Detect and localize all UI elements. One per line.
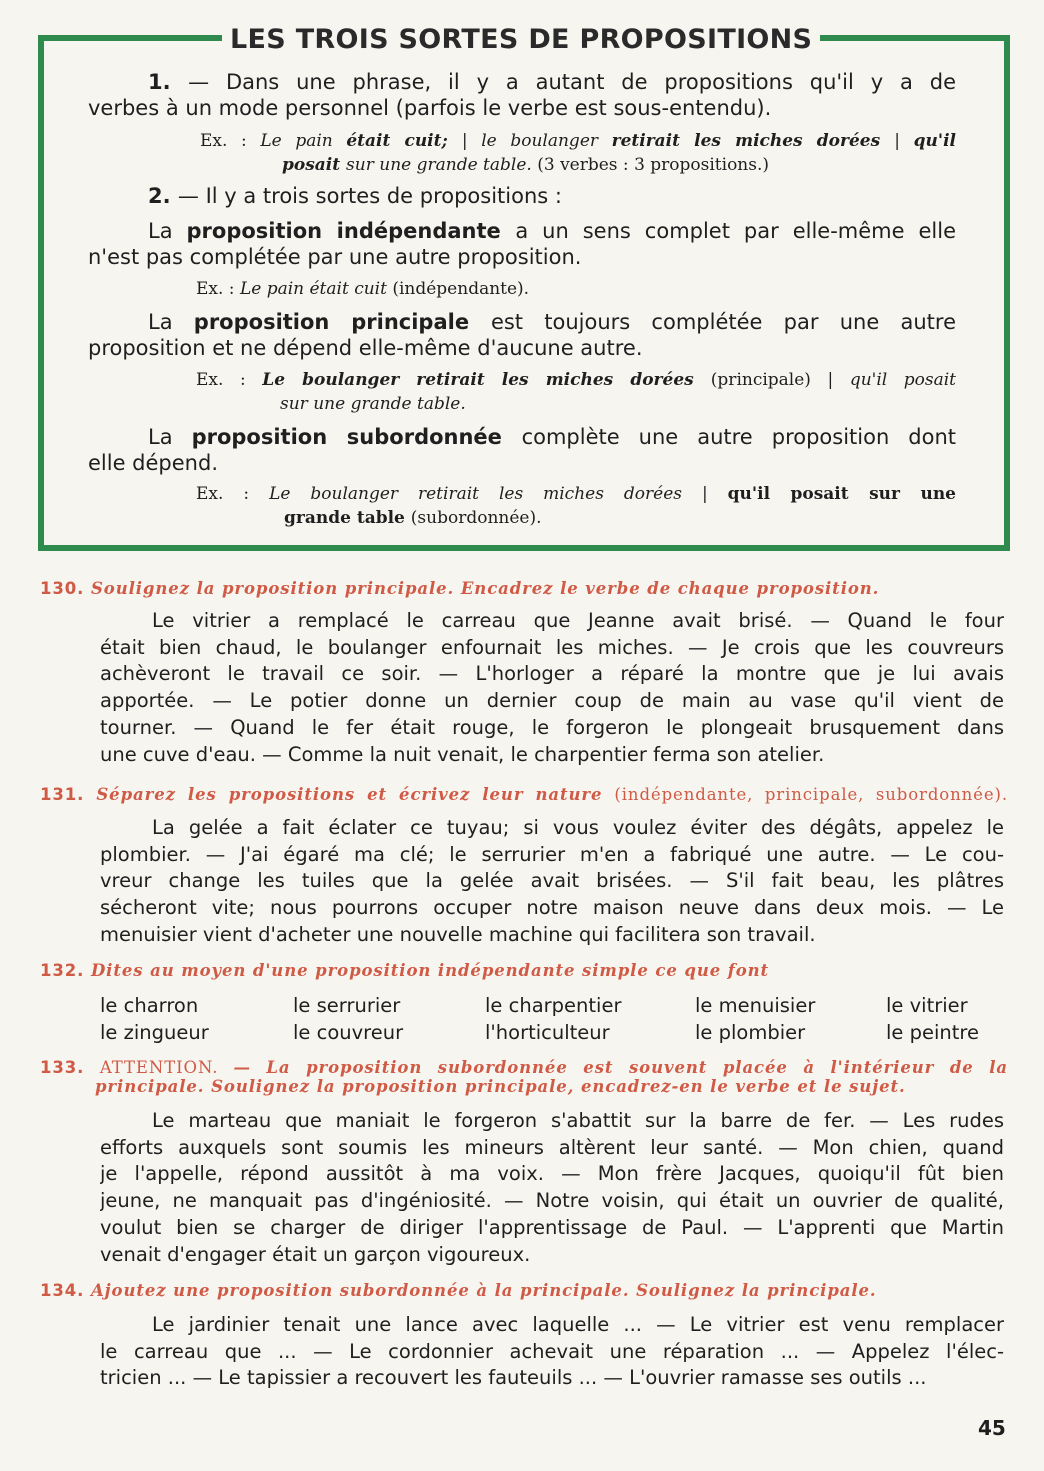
text-run: venait d'engager était un garçon vigoureux. xyxy=(100,1242,531,1266)
text-line xyxy=(196,277,696,301)
text-line xyxy=(40,1281,946,1300)
text-line xyxy=(100,922,1004,949)
text-line xyxy=(100,635,1004,662)
text-run: plombier. — J'ai égaré ma clé; le serrurier m'en a fabriqué une autre. — Le cou- xyxy=(100,842,1004,866)
exercise-133-heading xyxy=(40,1058,1008,1096)
exercise-133-text xyxy=(100,1108,1004,1268)
text-line xyxy=(100,688,1004,715)
text-run: Le vitrier a remplacé le carreau que Jeanne avait brisé. — Quand le four xyxy=(152,609,1004,632)
text-run: (principale) | xyxy=(710,370,850,390)
text-run: est toujours complétée par une autre xyxy=(490,310,956,334)
example-4a xyxy=(196,482,956,506)
text-run: 134. xyxy=(40,1281,91,1300)
exercise-131-text xyxy=(100,815,1004,949)
page-number: 45 xyxy=(978,1416,1006,1440)
text-run: (3 verbes : 3 propositions.) xyxy=(537,155,770,175)
text-line xyxy=(280,392,580,416)
exercise-131-heading xyxy=(40,785,1008,804)
text-line xyxy=(100,842,1004,869)
text-run: Ajoutez une proposition subordonnée à la principale. Soulignez la principale. xyxy=(90,1281,877,1300)
trade: le zingueur xyxy=(100,1021,209,1044)
text-run: qu'il xyxy=(913,131,956,151)
text-run: (indépendante). xyxy=(392,279,530,299)
text-line xyxy=(88,335,956,361)
text-run: — Dans une phrase, il y a autant de propositions qu'il y a de xyxy=(188,70,956,94)
trade: le charron xyxy=(100,994,199,1017)
text-run: 1. xyxy=(148,70,189,94)
text-line xyxy=(88,424,956,450)
text-run: Ex. : xyxy=(196,484,270,504)
trade: le plombier xyxy=(695,1021,806,1044)
text-line xyxy=(88,244,956,270)
text-line xyxy=(100,742,1004,769)
text-run: sécheront vite; nous pourrons occuper notre maison neuve dans deux mois. — Le xyxy=(100,896,1004,920)
text-line xyxy=(88,450,956,476)
text-line xyxy=(100,815,1004,842)
text-run: Ex. : xyxy=(200,131,261,151)
text-line xyxy=(200,129,956,153)
text-run: elle dépend. xyxy=(88,451,218,475)
text-run: Soulignez la proposition principale. Encadrez le verbe de chaque proposition. xyxy=(90,579,880,598)
text-run: La xyxy=(148,425,192,449)
page-title: LES TROIS SORTES DE PROPOSITIONS xyxy=(222,24,820,55)
trade: le menuisier xyxy=(695,994,816,1017)
text-line xyxy=(100,1242,1004,1269)
text-line xyxy=(100,1135,1004,1162)
text-line xyxy=(40,1077,1008,1096)
example-3b xyxy=(280,392,580,416)
text-line xyxy=(40,785,1008,804)
text-run: sur une grande table. xyxy=(346,155,538,175)
text-line xyxy=(40,579,962,598)
definition-principale xyxy=(88,309,956,361)
text-run: Séparez les propositions et écrivez leur nature xyxy=(96,785,615,804)
text-run: Ex. : xyxy=(196,370,263,390)
text-run: tricien ... — Le tapissier a recouvert les fauteuils ... — L'ouvrier ramasse ses outils ... xyxy=(100,1366,927,1390)
text-run: 133. xyxy=(40,1058,100,1077)
text-run: apportée. — Le potier donne un dernier coup de main au vase qu'il vient de xyxy=(100,689,1004,713)
rule-1 xyxy=(88,69,956,121)
text-run: proposition subordonnée xyxy=(191,425,522,449)
text-run: proposition et ne dépend elle-même d'aucune autre. xyxy=(88,336,643,360)
text-line xyxy=(100,1108,1004,1135)
exercise-134-text xyxy=(100,1312,1004,1392)
text-run: Dites au moyen d'une proposition indépendante simple ce que font xyxy=(90,961,770,980)
text-run: — La proposition subordonnée est souvent placée à l'intérieur de la xyxy=(233,1058,1008,1077)
text-run: a un sens complet par elle-même elle xyxy=(515,219,956,243)
text-line xyxy=(148,183,668,209)
text-run: le boulanger xyxy=(481,131,612,151)
text-run: 132. xyxy=(40,961,91,980)
trade: le charpentier xyxy=(485,994,622,1017)
example-1a xyxy=(200,129,956,153)
exercise-132-heading xyxy=(40,961,848,980)
text-line xyxy=(196,368,956,392)
text-run: une cuve d'eau. — Comme la nuit venait, le charpentier ferma son atelier. xyxy=(100,742,825,766)
text-line xyxy=(88,309,956,335)
text-run: ATTENTION. xyxy=(99,1058,234,1077)
text-line xyxy=(100,715,1004,742)
text-line xyxy=(88,69,956,95)
text-line xyxy=(100,1188,1004,1215)
text-run: | xyxy=(461,131,482,151)
text-run: était cuit; xyxy=(346,131,462,151)
text-run: vreur change les tuiles que la gelée avait brisées. — S'il fait beau, les plâtres xyxy=(100,869,1004,893)
text-run: retirait les miches dorées xyxy=(611,131,895,151)
text-line xyxy=(100,895,1004,922)
text-run: qu'il posait xyxy=(849,370,956,390)
text-run: verbes à un mode personnel (parfois le verbe est sous-entendu). xyxy=(88,96,772,120)
definition-subordonnee xyxy=(88,424,956,476)
text-line xyxy=(100,608,1004,635)
text-line xyxy=(88,95,956,121)
example-2 xyxy=(196,277,696,301)
text-run: achèveront le travail ce soir. — L'horloger a réparé la montre que je lui avais xyxy=(100,662,1004,686)
text-run: La gelée a fait éclater ce tuyau; si vous voulez éviter des dégâts, appelez le xyxy=(152,816,1004,839)
text-run: proposition principale xyxy=(193,310,491,334)
text-line xyxy=(88,218,956,244)
text-line xyxy=(100,1312,1004,1339)
text-line xyxy=(100,1339,1004,1366)
text-run: voulut bien se charger de diriger l'apprentissage de Paul. — L'apprenti que Martin xyxy=(100,1215,1004,1239)
text-line xyxy=(40,961,848,980)
text-line xyxy=(40,1058,1008,1077)
text-run: efforts auxquels sont soumis les mineurs altèrent leur santé. — Mon chien, quand xyxy=(100,1135,1004,1159)
example-4b xyxy=(284,506,604,530)
trade: le peintre xyxy=(886,1021,979,1044)
text-run: (indépendante, principale, subordonnée). xyxy=(614,785,1008,804)
example-1b xyxy=(282,153,902,177)
text-run: tourner. — Quand le fer était rouge, le forgeron le plongeait brusquement dans xyxy=(100,715,1004,739)
text-line xyxy=(196,482,956,506)
text-line xyxy=(100,1215,1004,1242)
text-run: La xyxy=(148,310,194,334)
text-run: | xyxy=(894,131,914,151)
text-run: Le jardinier tenait une lance avec laquelle ... — Le vitrier est venu remplacer xyxy=(152,1313,1004,1336)
text-run: 2. xyxy=(148,184,178,208)
text-run: Le boulanger retirait les miches dorées xyxy=(262,370,711,390)
text-run: menuisier vient d'acheter une nouvelle machine qui facilitera son travail. xyxy=(100,922,816,946)
text-run: qu'il posait sur une xyxy=(727,484,956,504)
text-run: 130. xyxy=(40,579,91,598)
text-line xyxy=(284,506,604,530)
text-run: jeune, ne manquait pas d'ingéniosité. — Notre voisin, qui était un ouvrier de qualité, xyxy=(100,1189,1004,1213)
text-run: — Il y a trois sortes de propositions : xyxy=(177,184,562,208)
text-run: principale. Soulignez la proposition principale, encadrez-en le verbe et le sujet. xyxy=(95,1077,906,1096)
text-run: Le pain était cuit xyxy=(239,279,393,299)
text-run: était bien chaud, le boulanger enfournait les miches. — Je crois que les couvreurs xyxy=(100,635,1004,659)
text-line xyxy=(100,1365,1004,1392)
text-line xyxy=(100,661,1004,688)
exercise-130-heading xyxy=(40,579,962,598)
text-run: La xyxy=(148,219,187,243)
text-run: (subordonnée). xyxy=(410,508,542,528)
trade: le couvreur xyxy=(293,1021,404,1044)
text-run: le carreau que ... — Le cordonnier achevait une réparation ... — Appelez l'élec- xyxy=(100,1339,1004,1363)
text-run: 131. xyxy=(40,785,97,804)
text-run: Le marteau que maniait le forgeron s'abattit sur la barre de fer. — Les rudes xyxy=(152,1109,1004,1132)
exercise-130-text xyxy=(100,608,1004,768)
text-run: | xyxy=(701,484,728,504)
example-3a xyxy=(196,368,956,392)
text-run: je l'appelle, répond aussitôt à ma voix. — Mon frère Jacques, quoiqu'il fût bien xyxy=(100,1162,1004,1186)
text-line xyxy=(100,868,1004,895)
text-run: grande table xyxy=(284,508,411,528)
trade: le vitrier xyxy=(886,994,968,1017)
text-line xyxy=(282,153,902,177)
text-run: n'est pas complétée par une autre proposition. xyxy=(88,245,582,269)
exercise-134-heading xyxy=(40,1281,946,1300)
trade: le serrurier xyxy=(293,994,401,1017)
text-run: complète une autre proposition dont xyxy=(521,425,956,449)
text-line xyxy=(100,1161,1004,1188)
text-run: Ex. : xyxy=(196,279,240,299)
text-run: Le boulanger retirait les miches dorées xyxy=(269,484,702,504)
rule-2 xyxy=(148,183,668,209)
trade: l'horticulteur xyxy=(485,1021,610,1044)
text-run: proposition indépendante xyxy=(186,219,516,243)
definition-independante xyxy=(88,218,956,270)
text-run: Le pain xyxy=(260,131,347,151)
text-run: posait xyxy=(282,155,347,175)
text-run: sur une grande table. xyxy=(280,394,466,414)
